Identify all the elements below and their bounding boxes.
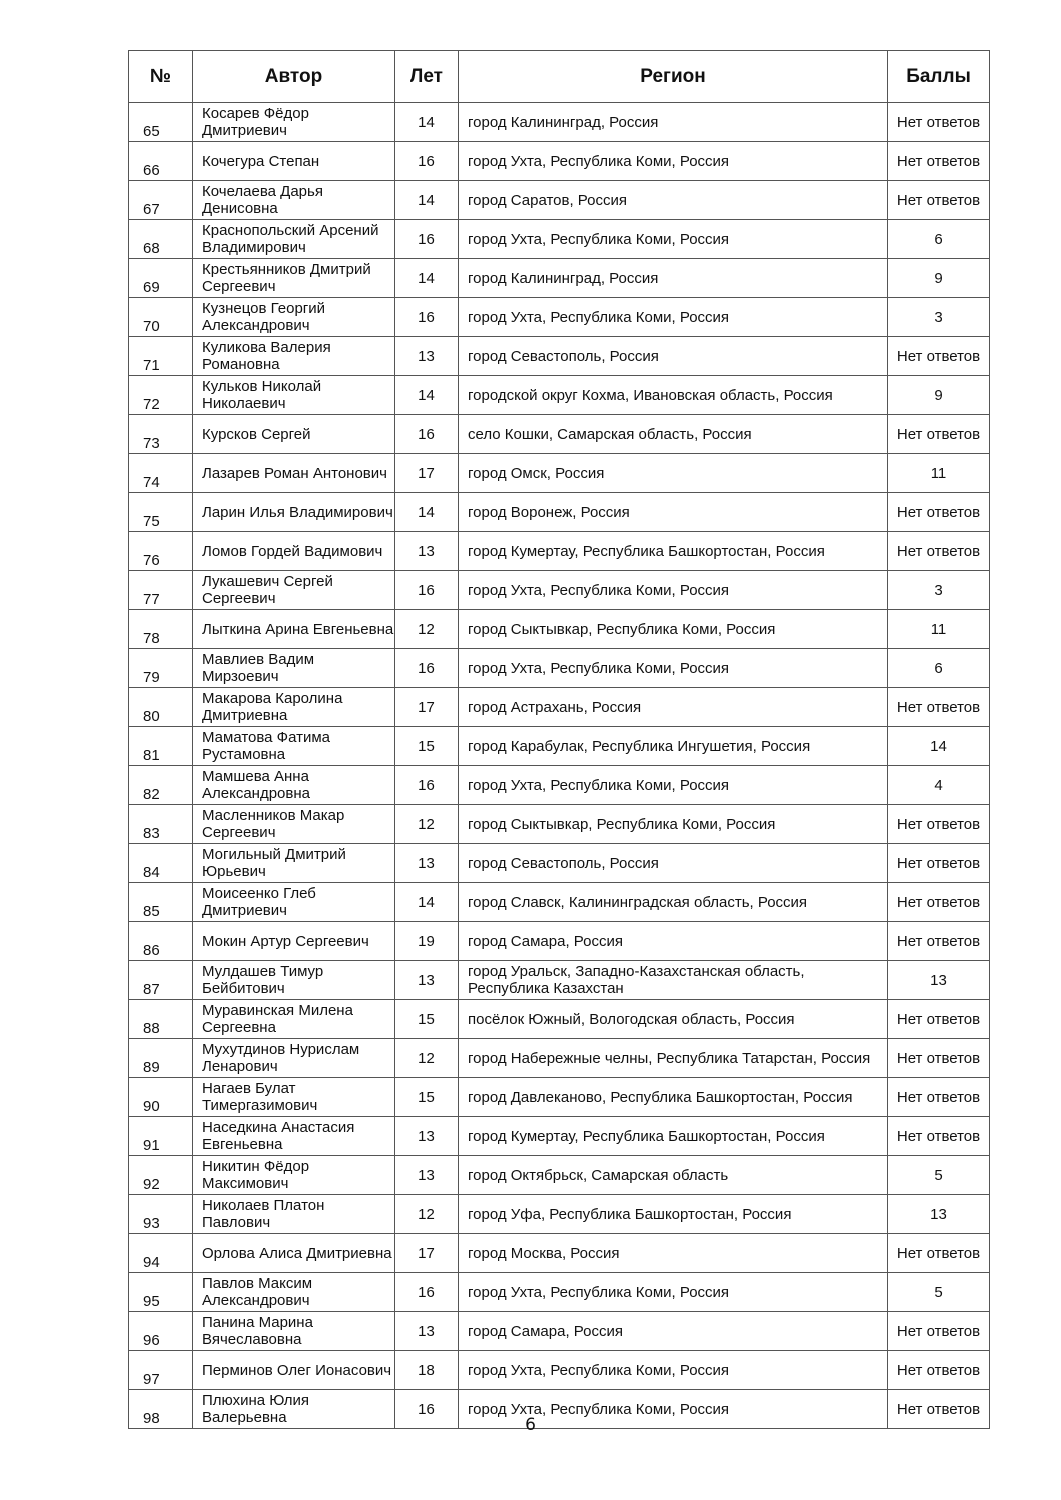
author-age: 19	[395, 922, 459, 961]
author-score: Нет ответов	[888, 1390, 990, 1429]
header-region: Регион	[459, 51, 888, 103]
author-score: 11	[888, 454, 990, 493]
author-age: 12	[395, 610, 459, 649]
author-score: Нет ответов	[888, 1117, 990, 1156]
author-score: 5	[888, 1273, 990, 1312]
table-row	[129, 1156, 990, 1195]
row-number: 98	[129, 1390, 193, 1429]
author-name: Кочелаева Дарья Денисовна	[193, 181, 395, 220]
row-number: 84	[129, 844, 193, 883]
author-region: город Севастополь, Россия	[459, 844, 888, 883]
row-number: 70	[129, 298, 193, 337]
row-number: 91	[129, 1117, 193, 1156]
author-score: 4	[888, 766, 990, 805]
author-age: 16	[395, 766, 459, 805]
row-number: 80	[129, 688, 193, 727]
row-number: 86	[129, 922, 193, 961]
table-row	[129, 805, 990, 844]
table-header-row	[129, 51, 990, 103]
author-score: Нет ответов	[888, 142, 990, 181]
author-score: Нет ответов	[888, 532, 990, 571]
table-row	[129, 610, 990, 649]
author-score: 6	[888, 649, 990, 688]
row-number: 72	[129, 376, 193, 415]
author-name: Могильный Дмитрий Юрьевич	[193, 844, 395, 883]
author-region: город Ухта, Республика Коми, Россия	[459, 649, 888, 688]
row-number: 73	[129, 415, 193, 454]
author-region: город Калининград, Россия	[459, 103, 888, 142]
author-score: 13	[888, 1195, 990, 1234]
author-name: Кузнецов Георгий Александрович	[193, 298, 395, 337]
author-name: Муравинская Милена Сергеевна	[193, 1000, 395, 1039]
author-age: 14	[395, 493, 459, 532]
author-age: 16	[395, 142, 459, 181]
header-num: №	[129, 51, 193, 103]
author-region: городской округ Кохма, Ивановская область, Россия	[459, 376, 888, 415]
author-score: Нет ответов	[888, 1078, 990, 1117]
author-score: 13	[888, 961, 990, 1000]
table-row	[129, 1195, 990, 1234]
row-number: 88	[129, 1000, 193, 1039]
table-row	[129, 1234, 990, 1273]
author-name: Моисеенко Глеб Дмитриевич	[193, 883, 395, 922]
header-age: Лет	[395, 51, 459, 103]
author-age: 16	[395, 415, 459, 454]
author-age: 14	[395, 181, 459, 220]
author-name: Курсков Сергей	[193, 415, 395, 454]
author-name: Мулдашев Тимур Бейбитович	[193, 961, 395, 1000]
author-age: 16	[395, 1390, 459, 1429]
author-score: 9	[888, 259, 990, 298]
author-score: 3	[888, 571, 990, 610]
author-score: Нет ответов	[888, 415, 990, 454]
author-age: 13	[395, 337, 459, 376]
table-row	[129, 688, 990, 727]
author-region: город Ухта, Республика Коми, Россия	[459, 298, 888, 337]
author-age: 13	[395, 1312, 459, 1351]
author-age: 17	[395, 1234, 459, 1273]
row-number: 93	[129, 1195, 193, 1234]
author-region: город Астрахань, Россия	[459, 688, 888, 727]
author-name: Косарев Фёдор Дмитриевич	[193, 103, 395, 142]
row-number: 68	[129, 220, 193, 259]
table-row	[129, 1273, 990, 1312]
table-row	[129, 337, 990, 376]
author-region: город Самара, Россия	[459, 1312, 888, 1351]
row-number: 65	[129, 103, 193, 142]
author-score: Нет ответов	[888, 688, 990, 727]
row-number: 66	[129, 142, 193, 181]
author-name: Перминов Олег Ионасович	[193, 1351, 395, 1390]
table-row	[129, 415, 990, 454]
author-age: 15	[395, 727, 459, 766]
row-number: 92	[129, 1156, 193, 1195]
author-age: 13	[395, 1156, 459, 1195]
row-number: 76	[129, 532, 193, 571]
table-row	[129, 883, 990, 922]
row-number: 67	[129, 181, 193, 220]
row-number: 89	[129, 1039, 193, 1078]
row-number: 87	[129, 961, 193, 1000]
row-number: 79	[129, 649, 193, 688]
author-age: 16	[395, 649, 459, 688]
author-name: Лукашевич Сергей Сергеевич	[193, 571, 395, 610]
author-name: Крестьянников Дмитрий Сергеевич	[193, 259, 395, 298]
row-number: 69	[129, 259, 193, 298]
table-row	[129, 1351, 990, 1390]
author-region: город Набережные челны, Республика Татарстан, Россия	[459, 1039, 888, 1078]
row-number: 94	[129, 1234, 193, 1273]
author-score: 9	[888, 376, 990, 415]
author-region: город Уфа, Республика Башкортостан, Россия	[459, 1195, 888, 1234]
table-row	[129, 1078, 990, 1117]
table-row	[129, 727, 990, 766]
author-age: 12	[395, 1195, 459, 1234]
row-number: 71	[129, 337, 193, 376]
author-name: Масленников Макар Сергеевич	[193, 805, 395, 844]
author-score: Нет ответов	[888, 1039, 990, 1078]
table-row	[129, 844, 990, 883]
author-name: Наседкина Анастасия Евгеньевна	[193, 1117, 395, 1156]
table-row	[129, 922, 990, 961]
table-row	[129, 142, 990, 181]
header-score: Баллы	[888, 51, 990, 103]
author-age: 15	[395, 1078, 459, 1117]
author-region: город Карабулак, Республика Ингушетия, Россия	[459, 727, 888, 766]
author-region: город Кумертау, Республика Башкортостан, Россия	[459, 532, 888, 571]
author-age: 16	[395, 571, 459, 610]
author-region: город Славск, Калининградская область, Россия	[459, 883, 888, 922]
table-row	[129, 571, 990, 610]
table-row	[129, 259, 990, 298]
row-number: 96	[129, 1312, 193, 1351]
author-age: 13	[395, 844, 459, 883]
author-name: Лазарев Роман Антонович	[193, 454, 395, 493]
author-age: 15	[395, 1000, 459, 1039]
row-number: 85	[129, 883, 193, 922]
author-age: 13	[395, 532, 459, 571]
table-row	[129, 298, 990, 337]
author-score: Нет ответов	[888, 1312, 990, 1351]
author-name: Макарова Каролина Дмитриевна	[193, 688, 395, 727]
author-age: 14	[395, 376, 459, 415]
author-region: город Воронеж, Россия	[459, 493, 888, 532]
table-row	[129, 766, 990, 805]
author-name: Кульков Николай Николаевич	[193, 376, 395, 415]
author-name: Мавлиев Вадим Мирзоевич	[193, 649, 395, 688]
author-name: Панина Марина Вячеславовна	[193, 1312, 395, 1351]
table-row	[129, 1117, 990, 1156]
row-number: 74	[129, 454, 193, 493]
table-row	[129, 532, 990, 571]
author-region: город Сыктывкар, Республика Коми, Россия	[459, 610, 888, 649]
author-score: 6	[888, 220, 990, 259]
table-row	[129, 961, 990, 1000]
author-region: город Давлеканово, Республика Башкортостан, Россия	[459, 1078, 888, 1117]
author-name: Плюхина Юлия Валерьевна	[193, 1390, 395, 1429]
author-region: город Ухта, Республика Коми, Россия	[459, 1390, 888, 1429]
author-age: 16	[395, 220, 459, 259]
author-region: город Кумертау, Республика Башкортостан, Россия	[459, 1117, 888, 1156]
row-number: 77	[129, 571, 193, 610]
results-table	[128, 50, 990, 1429]
author-name: Мокин Артур Сергеевич	[193, 922, 395, 961]
author-age: 14	[395, 103, 459, 142]
author-score: 3	[888, 298, 990, 337]
table-row	[129, 103, 990, 142]
table-row	[129, 376, 990, 415]
author-region: город Москва, Россия	[459, 1234, 888, 1273]
author-region: город Омск, Россия	[459, 454, 888, 493]
author-region: село Кошки, Самарская область, Россия	[459, 415, 888, 454]
table-row	[129, 181, 990, 220]
header-author: Автор	[193, 51, 395, 103]
author-name: Куликова Валерия Романовна	[193, 337, 395, 376]
author-region: город Ухта, Республика Коми, Россия	[459, 142, 888, 181]
author-name: Орлова Алиса Дмитриевна	[193, 1234, 395, 1273]
author-region: город Саратов, Россия	[459, 181, 888, 220]
author-score: Нет ответов	[888, 337, 990, 376]
table-row	[129, 1039, 990, 1078]
table-row	[129, 1000, 990, 1039]
author-age: 16	[395, 298, 459, 337]
row-number: 95	[129, 1273, 193, 1312]
table-row	[129, 1312, 990, 1351]
row-number: 82	[129, 766, 193, 805]
author-score: 5	[888, 1156, 990, 1195]
author-age: 13	[395, 1117, 459, 1156]
author-age: 14	[395, 259, 459, 298]
author-age: 18	[395, 1351, 459, 1390]
author-region: город Октябрьск, Самарская область	[459, 1156, 888, 1195]
author-name: Нагаев Булат Тимергазимович	[193, 1078, 395, 1117]
author-age: 13	[395, 961, 459, 1000]
row-number: 75	[129, 493, 193, 532]
author-name: Ларин Илья Владимирович	[193, 493, 395, 532]
author-score: Нет ответов	[888, 103, 990, 142]
author-name: Маматова Фатима Рустамовна	[193, 727, 395, 766]
author-score: Нет ответов	[888, 805, 990, 844]
author-region: город Калининград, Россия	[459, 259, 888, 298]
author-name: Лыткина Арина Евгеньевна	[193, 610, 395, 649]
author-score: 11	[888, 610, 990, 649]
table-body	[129, 103, 990, 1429]
table-row	[129, 649, 990, 688]
author-name: Краснопольский Арсений Владимирович	[193, 220, 395, 259]
row-number: 78	[129, 610, 193, 649]
author-region: город Ухта, Республика Коми, Россия	[459, 571, 888, 610]
author-name: Никитин Фёдор Максимович	[193, 1156, 395, 1195]
author-score: Нет ответов	[888, 844, 990, 883]
author-region: город Самара, Россия	[459, 922, 888, 961]
row-number: 83	[129, 805, 193, 844]
author-score: Нет ответов	[888, 181, 990, 220]
author-score: Нет ответов	[888, 922, 990, 961]
author-score: 14	[888, 727, 990, 766]
author-name: Павлов Максим Александрович	[193, 1273, 395, 1312]
author-score: Нет ответов	[888, 493, 990, 532]
table-row	[129, 454, 990, 493]
author-region: город Сыктывкар, Республика Коми, Россия	[459, 805, 888, 844]
author-score: Нет ответов	[888, 1000, 990, 1039]
author-score: Нет ответов	[888, 883, 990, 922]
author-region: город Севастополь, Россия	[459, 337, 888, 376]
author-region: город Ухта, Республика Коми, Россия	[459, 1351, 888, 1390]
author-age: 17	[395, 454, 459, 493]
author-name: Кочегура Степан	[193, 142, 395, 181]
author-age: 17	[395, 688, 459, 727]
table-row	[129, 493, 990, 532]
author-age: 12	[395, 1039, 459, 1078]
author-score: Нет ответов	[888, 1351, 990, 1390]
author-score: Нет ответов	[888, 1234, 990, 1273]
row-number: 90	[129, 1078, 193, 1117]
row-number: 97	[129, 1351, 193, 1390]
author-region: город Ухта, Республика Коми, Россия	[459, 766, 888, 805]
author-name: Николаев Платон Павлович	[193, 1195, 395, 1234]
author-name: Мухутдинов Нурислам Ленарович	[193, 1039, 395, 1078]
page-number: 6	[525, 1415, 536, 1435]
table-row	[129, 220, 990, 259]
author-region: город Ухта, Республика Коми, Россия	[459, 1273, 888, 1312]
author-age: 12	[395, 805, 459, 844]
author-region: посёлок Южный, Вологодская область, Россия	[459, 1000, 888, 1039]
author-region: город Ухта, Республика Коми, Россия	[459, 220, 888, 259]
row-number: 81	[129, 727, 193, 766]
author-age: 16	[395, 1273, 459, 1312]
author-name: Ломов Гордей Вадимович	[193, 532, 395, 571]
author-name: Мамшева Анна Александровна	[193, 766, 395, 805]
author-age: 14	[395, 883, 459, 922]
author-region: город Уральск, Западно-Казахстанская область, Республика Казахстан	[459, 961, 888, 1000]
